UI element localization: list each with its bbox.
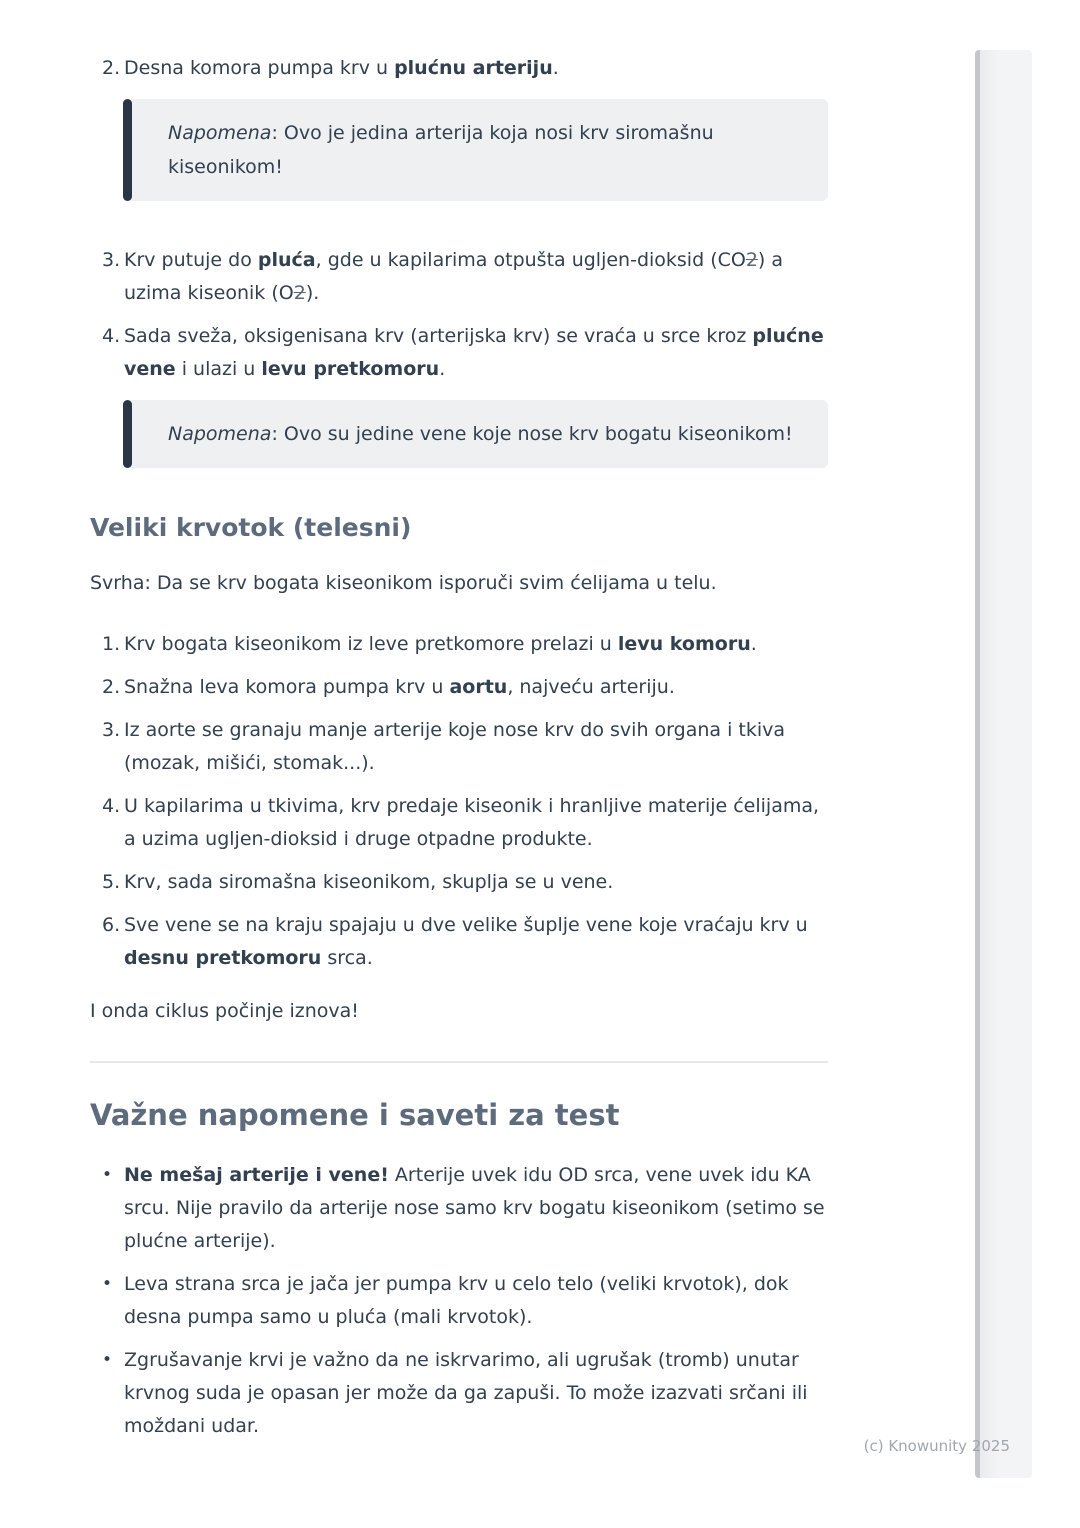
bullet-list-item bbox=[90, 1159, 828, 1258]
text-segment: Veliki krvotok bbox=[90, 513, 293, 542]
list-item-text bbox=[124, 790, 828, 856]
paragraph bbox=[90, 567, 828, 600]
list-item-number: 5. bbox=[102, 871, 121, 893]
list-item-number: 3. bbox=[102, 719, 121, 741]
numbered-list-item bbox=[90, 790, 828, 856]
paragraph bbox=[90, 995, 828, 1028]
text-segment: Sada sveža, oksigenisana krv (arterijska krv) se vraća u srce kroz bbox=[124, 325, 753, 347]
bullet-list-item bbox=[90, 1344, 828, 1443]
section-heading bbox=[90, 511, 828, 545]
text-segment: desnu pretkomoru bbox=[124, 947, 322, 969]
text-segment: Snažna leva komora pumpa krv u bbox=[124, 676, 450, 698]
text-segment: Leva strana srca je jača jer pumpa krv u celo telo (veliki krvotok), dok desna pumpa samo u pluća (mali krvotok). bbox=[124, 1273, 789, 1328]
text-segment: ). bbox=[305, 282, 320, 304]
note-callout bbox=[123, 400, 828, 468]
bullet-icon: • bbox=[102, 1274, 113, 1294]
list-item-text bbox=[124, 52, 828, 85]
list-item-number: 3. bbox=[102, 249, 121, 271]
list-item-number: 2. bbox=[102, 676, 121, 698]
text-segment: Svrha: Da se krv bogata kiseonikom isporuči svim ćelijama u telu. bbox=[90, 572, 717, 594]
note-accent-bar bbox=[123, 99, 132, 201]
text-segment: I onda ciklus počinje iznova! bbox=[90, 1000, 359, 1022]
text-segment: . bbox=[750, 633, 757, 655]
numbered-list-item bbox=[90, 909, 828, 975]
text-segment: : Ovo je jedina arterija koja nosi krv siromašnu bbox=[271, 122, 714, 144]
numbered-list-item bbox=[90, 671, 828, 704]
text-segment: Važne napomene i saveti za test bbox=[90, 1098, 620, 1132]
note-callout bbox=[123, 99, 828, 201]
list-item-text bbox=[124, 909, 828, 975]
text-segment: Napomena bbox=[168, 122, 272, 144]
note-text bbox=[123, 99, 828, 201]
text-segment: Iz aorte se granaju manje arterije koje nose krv do svih organa i tkiva (mozak, mišići, stomak...). bbox=[124, 719, 786, 774]
text-segment: levu pretkomoru bbox=[261, 358, 440, 380]
text-segment: aortu bbox=[449, 676, 508, 698]
text-segment: . bbox=[439, 358, 446, 380]
text-segment: Sve vene se na kraju spajaju u dve velike šuplje vene koje vraćaju krv u bbox=[124, 914, 808, 936]
list-item-text bbox=[124, 1159, 828, 1258]
text-segment: Krv, sada siromašna kiseonikom, skuplja se u vene. bbox=[124, 871, 614, 893]
note-accent-bar bbox=[123, 400, 132, 468]
text-segment: i ulazi u bbox=[175, 358, 262, 380]
text-segment: U kapilarima u tkivima, krv predaje kiseonik i hranljive materije ćelijama, a uzima ugljen-dioksid i druge otpadne produkte. bbox=[124, 795, 820, 850]
list-item-text bbox=[124, 866, 828, 899]
note-text bbox=[123, 400, 828, 468]
numbered-list-item bbox=[90, 628, 828, 661]
numbered-list-item bbox=[90, 52, 828, 85]
text-segment: plućnu arteriju bbox=[394, 57, 553, 79]
text-segment: Ne mešaj arterije i vene! bbox=[124, 1164, 389, 1186]
list-item-number: 2. bbox=[102, 57, 121, 79]
numbered-list-item bbox=[90, 866, 828, 899]
text-segment: (telesni) bbox=[292, 513, 412, 542]
list-item-text bbox=[124, 628, 828, 661]
document-content bbox=[90, 52, 828, 1453]
text-segment: Krv putuje do bbox=[124, 249, 258, 271]
bullet-icon: • bbox=[102, 1165, 113, 1185]
text-segment: : Ovo su jedine vene koje nose krv bogatu kiseonikom! bbox=[271, 423, 793, 445]
text-segment: pluća bbox=[257, 249, 316, 271]
list-item-number: 1. bbox=[102, 633, 121, 655]
section-divider bbox=[90, 1061, 828, 1063]
text-segment: ) a uzima kiseonik (O bbox=[124, 249, 784, 304]
scrollbar-track[interactable] bbox=[975, 50, 1032, 1478]
text-segment: . bbox=[552, 57, 559, 79]
text-segment: 2 bbox=[293, 282, 306, 304]
text-segment: Napomena bbox=[168, 423, 272, 445]
page-heading bbox=[90, 1095, 828, 1135]
text-segment: kiseonikom! bbox=[168, 156, 283, 178]
text-segment: Zgrušavanje krvi je važno da ne iskrvarimo, ali ugrušak (tromb) unutar krvnog suda je opasan jer može da ga zapuši. To može izazvati srčani ili moždani udar. bbox=[124, 1349, 808, 1437]
list-item-text bbox=[124, 1344, 828, 1443]
text-segment: srca. bbox=[321, 947, 373, 969]
list-item-number: 4. bbox=[102, 795, 121, 817]
watermark: (c) Knowunity 2025 bbox=[863, 1437, 1010, 1455]
bullet-icon: • bbox=[102, 1350, 113, 1370]
numbered-list-item bbox=[90, 320, 828, 386]
numbered-list-item bbox=[90, 714, 828, 780]
text-segment: 2 bbox=[745, 249, 758, 271]
text-segment: Desna komora pumpa krv u bbox=[124, 57, 395, 79]
list-item-text bbox=[124, 714, 828, 780]
text-segment: plućne vene bbox=[124, 325, 824, 380]
list-item-text bbox=[124, 320, 828, 386]
list-item-text bbox=[124, 671, 828, 704]
text-segment: Arterije uvek idu OD srca, vene uvek idu KA srcu. Nije pravilo da arterije nose samo krv bogatu kiseonikom (setimo se plućne arterije). bbox=[124, 1164, 825, 1252]
bullet-list-item bbox=[90, 1268, 828, 1334]
text-segment: levu komoru bbox=[617, 633, 751, 655]
list-item-number: 4. bbox=[102, 325, 121, 347]
text-segment: , gde u kapilarima otpušta ugljen-dioksid (CO bbox=[315, 249, 746, 271]
numbered-list-item bbox=[90, 244, 828, 310]
text-segment: , najveću arteriju. bbox=[507, 676, 675, 698]
list-item-text bbox=[124, 244, 828, 310]
list-item-text bbox=[124, 1268, 828, 1334]
text-segment: Krv bogata kiseonikom iz leve pretkomore prelazi u bbox=[124, 633, 618, 655]
list-item-number: 6. bbox=[102, 914, 121, 936]
